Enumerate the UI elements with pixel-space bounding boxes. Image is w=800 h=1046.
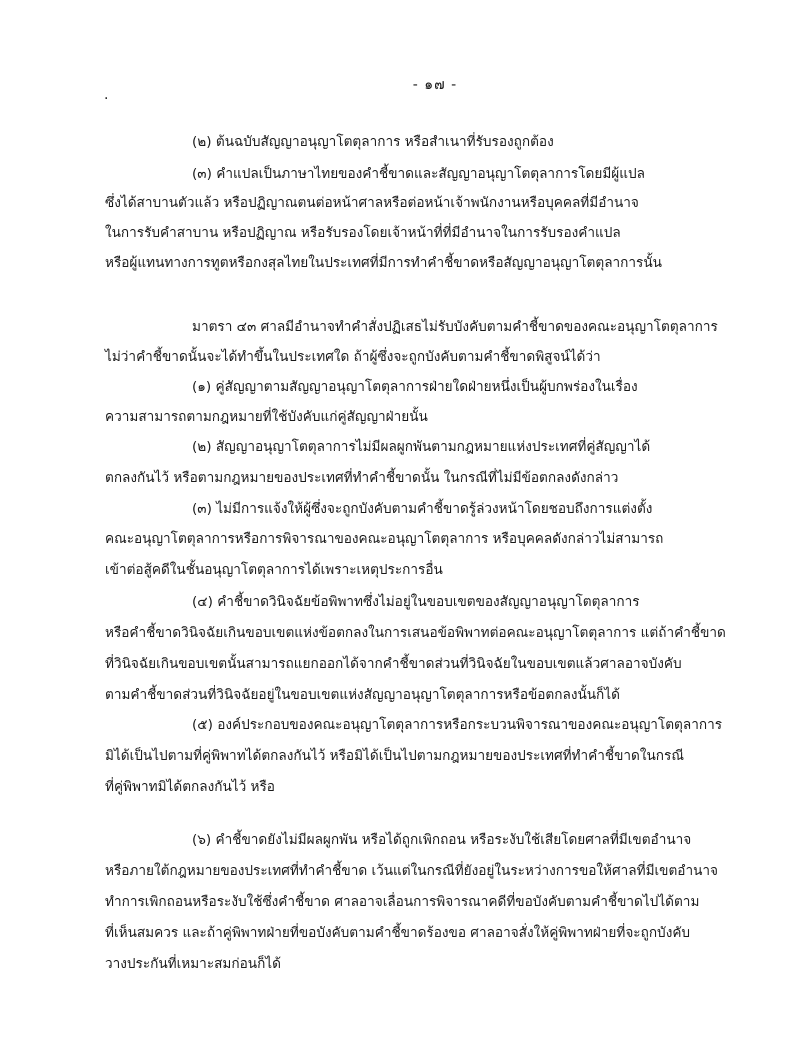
stray-mark: .	[104, 87, 109, 103]
item-2-line-1: (๒) ต้นฉบับสัญญาอนุญาโตตุลาการ หรือสำเนาที่รับรองถูกต้อง	[192, 134, 554, 150]
section-43-item-5-line-2: มิได้เป็นไปตามที่คู่พิพาทได้ตกลงกันไว้ หรือมิได้เป็นไปตามกฎหมายของประเทศที่ทำคำชี้ขาดในกรณี	[105, 748, 684, 764]
section-43-item-4-line-4: ตามคำชี้ขาดส่วนที่วินิจฉัยอยู่ในขอบเขตแห่งสัญญาอนุญาโตตุลาการหรือข้อตกลงนั้นก็ได้	[105, 687, 620, 703]
item-3-line-3: ในการรับคำสาบาน หรือปฏิญาณ หรือรับรองโดยเจ้าหน้าที่ที่มีอำนาจในการรับรองคำแปล	[105, 225, 621, 241]
section-43-item-6-line-2: หรือภายใต้กฎหมายของประเทศที่ทำคำชี้ขาด เว้นแต่ในกรณีที่ยังอยู่ในระหว่างการขอให้ศาลที่มีเขตอำนาจ	[105, 863, 718, 879]
section-43-item-3-line-1: (๓) ไม่มีการแจ้งให้ผู้ซึ่งจะถูกบังคับตามคำชี้ขาดรู้ล่วงหน้าโดยชอบถึงการแต่งตั้ง	[192, 501, 653, 517]
item-3-line-2: ซึ่งได้สาบานตัวแล้ว หรือปฏิญาณตนต่อหน้าศาลหรือต่อหน้าเจ้าพนักงานหรือบุคคลที่มีอำนาจ	[105, 195, 639, 211]
section-43-item-4-line-1: (๔) คำชี้ขาดวินิจฉัยข้อพิพาทซึ่งไม่อยู่ในขอบเขตของสัญญาอนุญาโตตุลาการ	[192, 594, 640, 610]
section-43-item-5-line-1: (๕) องค์ประกอบของคณะอนุญาโตตุลาการหรือกระบวนพิจารณาของคณะอนุญาโตตุลาการ	[192, 717, 723, 733]
section-43-item-1-line-1: (๑) คู่สัญญาตามสัญญาอนุญาโตตุลาการฝ่ายใดฝ่ายหนึ่งเป็นผู้บกพร่องในเรื่อง	[192, 379, 638, 395]
section-43-item-6-line-5: วางประกันที่เหมาะสมก่อนก็ได้	[105, 956, 281, 972]
page-number: - ๑๗ -	[412, 77, 458, 93]
section-43-item-5-line-3: ที่คู่พิพาทมิได้ตกลงกันไว้ หรือ	[105, 779, 275, 795]
section-43-item-6-line-1: (๖) คำชี้ขาดยังไม่มีผลผูกพัน หรือได้ถูกเพิกถอน หรือระงับใช้เสียโดยศาลที่มีเขตอำนาจ	[192, 832, 692, 848]
section-43-item-3-line-2: คณะอนุญาโตตุลาการหรือการพิจารณาของคณะอนุญาโตตุลาการ หรือบุคคลดังกล่าวไม่สามารถ	[105, 531, 664, 547]
item-3-line-4: หรือผู้แทนทางการทูตหรือกงสุลไทยในประเทศที่มีการทำคำชี้ขาดหรือสัญญาอนุญาโตตุลาการนั้น	[105, 255, 662, 271]
section-43-heading-line: มาตรา ๔๓ ศาลมีอำนาจทำคำสั่งปฏิเสธไม่รับบังคับตามคำชี้ขาดของคณะอนุญาโตตุลาการ	[192, 319, 718, 335]
item-3-line-1: (๓) คำแปลเป็นภาษาไทยของคำชี้ขาดและสัญญาอนุญาโตตุลาการโดยมีผู้แปล	[192, 166, 645, 182]
section-43-item-3-line-3: เข้าต่อสู้คดีในชั้นอนุญาโตตุลาการได้เพราะเหตุประการอื่น	[105, 562, 443, 578]
section-43-item-1-line-2: ความสามารถตามกฎหมายที่ใช้บังคับแก่คู่สัญญาฝ่ายนั้น	[105, 409, 428, 425]
section-43-line: ไม่ว่าคำชี้ขาดนั้นจะได้ทำขึ้นในประเทศใด ถ้าผู้ซึ่งจะถูกบังคับตามคำชี้ขาดพิสูจน์ได้ว่า	[105, 349, 601, 365]
section-43-item-6-line-4: ที่เห็นสมควร และถ้าคู่พิพาทฝ่ายที่ขอบังคับตามคำชี้ขาดร้องขอ ศาลอาจสั่งให้คู่พิพาทฝ่ายที่จะถูกบังคับ	[105, 925, 691, 941]
section-43-item-2-line-2: ตกลงกันไว้ หรือตามกฎหมายของประเทศที่ทำคำชี้ขาดนั้น ในกรณีที่ไม่มีข้อตกลงดังกล่าว	[105, 470, 619, 486]
section-43-item-2-line-1: (๒) สัญญาอนุญาโตตุลาการไม่มีผลผูกพันตามกฎหมายแห่งประเทศที่คู่สัญญาได้	[192, 439, 651, 455]
section-43-item-4-line-2: หรือคำชี้ขาดวินิจฉัยเกินขอบเขตแห่งข้อตกลงในการเสนอข้อพิพาทต่อคณะอนุญาโตตุลาการ แต่ถ้าคำชี้ขาด	[105, 625, 726, 641]
section-43-item-6-line-3: ทำการเพิกถอนหรือระงับใช้ซึ่งคำชี้ขาด ศาลอาจเลื่อนการพิจารณาคดีที่ขอบังคับตามคำชี้ขาดไปได้ตาม	[105, 894, 700, 910]
section-43-item-4-line-3: ที่วินิจฉัยเกินขอบเขตนั้นสามารถแยกออกได้จากคำชี้ขาดส่วนที่วินิจฉัยในขอบเขตแล้วศาลอาจบังคับ	[105, 656, 682, 672]
